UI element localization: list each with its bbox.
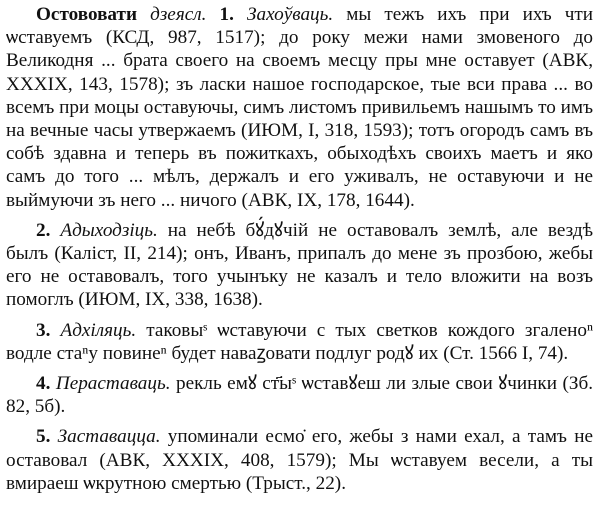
sense-number: 3. [36,319,51,341]
sense-number: 2. [36,219,51,241]
sense-1 [6,3,593,212]
sense-text: упоминали есмо̇ его, жебы з нами ехал, а тамъ не оставовал (АВК, XXXIX, 408, 1579); Мы ѡставуем весели, а ты вмираеш ѡкрутною смертью (Трыст., 22). [6,426,593,494]
sense-gloss: Адхіляць. [60,319,137,341]
sense-3 [6,319,593,365]
sense-text: рекль емꙋ ст҃ыˢ ѡставꙋеш ли злые свои ꙋчинки (Зб. 82, 5б). [6,373,594,418]
sense-4 [6,372,593,418]
sense-gloss: Захоўваць. [247,4,334,25]
sense-text: мы тежъ ихъ при ихъ чти ѡставуемъ (КСД, 987, 1517); до року межи нами змовеного до Великодня ... брата своего на своемъ месцу пры мне оставует (АВК, XXXIX, 143, 1578); зъ ласки нашое господарское, тые вси права ... во всемъ при моцы оставуючы, симъ листомъ привильемъ нашымъ то имъ на вечные часы утвержаемъ (ИЮМ, I, 318, 1593); тотъ огородъ самъ въ собѣ здавна и теперь въ пожиткахъ, обыходѣхъ своихъ маетъ и яко самъ до того ... мѣлъ, держалъ и его уживалъ, не оставуючи и не выймуючи зъ него ... ничого (АВК, IX, 178, 1644). [6,4,594,211]
sense-text: таковыˢ ѡставуючи с тых светков кождого згаленоⁿ водле стаⁿу повинеⁿ будет наваꙁовати подлуг родꙋ их (Ст. 1566 I, 74). [6,319,594,364]
sense-number: 1. [219,4,234,25]
sense-gloss: Адыходзіць. [60,219,158,241]
sense-text: на небѣ бꙋ́дꙋчій не оставовалъ землѣ, але вездѣ былъ (Каліст, II, 214); онъ, Иванъ, припалъ до мене зъ прозбою, жебы его не оставовалъ, того учынъку не казалъ и тело вложити на возъ помоглъ (ИЮМ, IX, 338, 1638). [6,219,593,311]
sense-gloss: Заставацца. [57,426,161,448]
sense-2 [6,219,593,312]
sense-gloss: Пераставаць. [55,373,171,395]
grammar-label: дзеясл. [150,4,207,25]
sense-number: 5. [36,426,51,448]
sense-5 [6,425,593,495]
headword: Остововати [36,4,138,25]
sense-number: 4. [36,373,51,395]
